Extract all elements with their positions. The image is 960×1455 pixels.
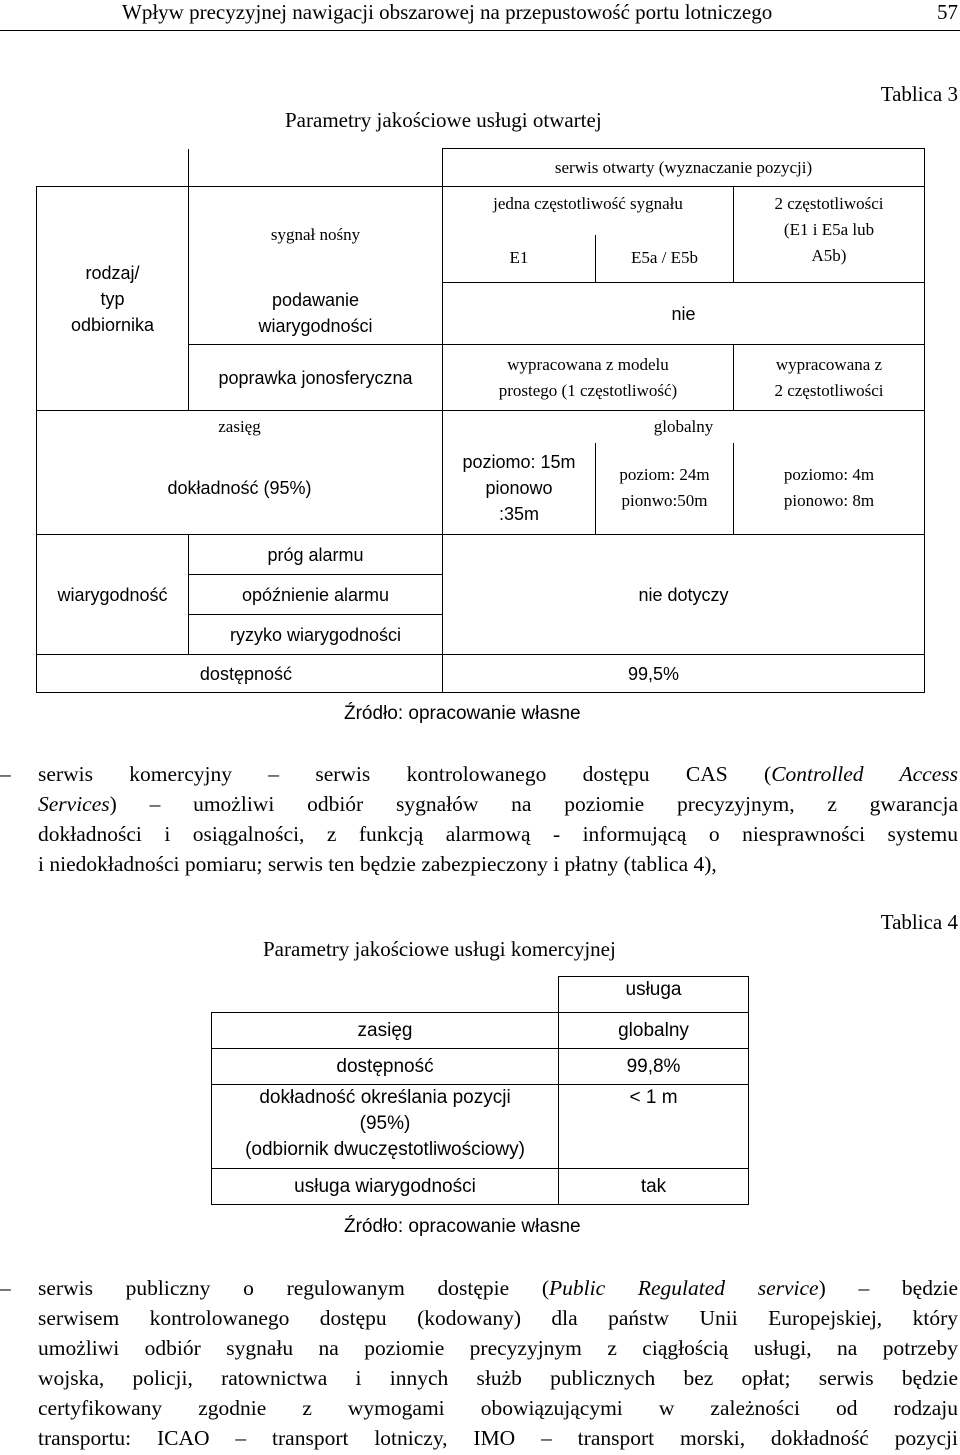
- table3: [36, 148, 925, 693]
- t3-service-header: serwis otwarty (wyznaczanie pozycji): [443, 149, 925, 187]
- t3-two-freq: 2 częstotliwości (E1 i E5a lub A5b): [734, 187, 925, 283]
- t3-range: zasięg: [37, 411, 443, 443]
- t3-integrity-broadcast: podawanie wiarygodności: [189, 283, 443, 345]
- t3-e1: E1: [443, 235, 596, 283]
- page-number: 57: [937, 0, 958, 24]
- para1-line-3: dokładności i osiągalności, z funkcją alarmową - informującą o niesprawności systemu: [38, 822, 958, 846]
- t4-service-header: usługa: [559, 977, 749, 1013]
- table4-ref: Tablica 4: [880, 910, 958, 934]
- t3-range-val: globalny: [443, 411, 925, 443]
- t3-iono-single: wypracowana z modelu prostego (1 częstotliwość): [443, 345, 734, 411]
- t3-receiver-type: rodzaj/ typ odbiornika: [37, 187, 189, 411]
- t3-carrier-signal: sygnał nośny: [189, 187, 443, 283]
- para2-line-6: transportu: ICAO – transport lotniczy, IMO – transport morski, dokładność pozycji: [38, 1426, 958, 1450]
- t3-acc-dual: poziomo: 4m pionowo: 8m: [734, 443, 925, 535]
- table4-title: Parametry jakościowe usługi komercyjnej: [263, 937, 616, 961]
- para1-line-1: serwis komercyjny – serwis kontrolowanego dostępu CAS (Controlled Access: [38, 762, 958, 786]
- t4-availability: dostępność: [212, 1049, 559, 1085]
- t3-iono-dual: wypracowana z 2 częstotliwości: [734, 345, 925, 411]
- para2-dash: –: [0, 1276, 11, 1300]
- para2-line-2: serwisem kontrolowanego dostępu (kodowany) dla państw Unii Europejskiej, który: [38, 1306, 958, 1330]
- t3-not-applicable: nie dotyczy: [443, 535, 925, 655]
- para2-line-1: serwis publiczny o regulowanym dostępie (Public Regulated service) – będzie: [38, 1276, 959, 1300]
- t3-integrity-broadcast-val: nie: [443, 283, 925, 345]
- t3-availability-val: 99,5%: [443, 655, 925, 693]
- para2-line-5: certyfikowany zgodnie z wymogami obowiązującymi w zależności od rodzaju: [38, 1396, 958, 1420]
- t3-acc-e5: poziom: 24m pionwo:50m: [596, 443, 734, 535]
- table3-title: Parametry jakościowe usługi otwartej: [285, 108, 602, 132]
- t3-integrity: wiarygodność: [37, 535, 189, 655]
- t3-availability: dostępność: [37, 655, 443, 693]
- t3-integrity-risk: ryzyko wiarygodności: [189, 615, 443, 655]
- t3-acc-e1: poziomo: 15m pionowo :35m: [443, 443, 596, 535]
- t3-alarm-delay: opóźnienie alarmu: [189, 575, 443, 615]
- para1-line-4: i niedokładności pomiaru; serwis ten będzie zabezpieczony i płatny (tablica 4),: [38, 852, 717, 876]
- t4-range-val: globalny: [559, 1013, 749, 1049]
- header-title: Wpływ precyzyjnej nawigacji obszarowej na przepustowość portu lotniczego: [122, 0, 773, 24]
- t4-integrity-service-val: tak: [559, 1169, 749, 1205]
- t3-corner: [37, 149, 189, 187]
- para1-dash: –: [0, 762, 11, 786]
- table3-source: Źródło: opracowanie własne: [344, 703, 581, 724]
- t3-iono: poprawka jonosferyczna: [189, 345, 443, 411]
- t3-alarm-threshold: próg alarmu: [189, 535, 443, 575]
- t4-integrity-service: usługa wiarygodności: [212, 1169, 559, 1205]
- table3-ref: Tablica 3: [880, 82, 958, 106]
- para1-line-2: Services) – umożliwi odbiór sygnałów na poziomie precyzyjnym, z gwarancja: [38, 792, 958, 816]
- t4-range: zasięg: [212, 1013, 559, 1049]
- t4-accuracy-val: < 1 m: [559, 1085, 749, 1169]
- table4: [211, 976, 749, 1205]
- t3-e5: E5a / E5b: [596, 235, 734, 283]
- t4-availability-val: 99,8%: [559, 1049, 749, 1085]
- t3-corner2: [189, 149, 443, 187]
- t4-accuracy: dokładność określania pozycji (95%) (odbiornik dwuczęstotliwościowy): [212, 1085, 559, 1169]
- t4-blank: [212, 977, 559, 1013]
- t3-accuracy: dokładność (95%): [37, 443, 443, 535]
- para2: [38, 1273, 958, 1453]
- para1: [38, 759, 958, 879]
- table4-source: Źródło: opracowanie własne: [344, 1216, 581, 1237]
- para2-line-4: wojska, policji, ratownictwa i innych służb publicznych bez opłat; serwis będzie: [38, 1366, 958, 1390]
- t3-single-freq: jedna częstotliwość sygnału: [443, 187, 734, 235]
- para2-line-3: umożliwi odbiór sygnału na poziomie precyzyjnym z ciągłością usługi, na potrzeby: [38, 1336, 958, 1360]
